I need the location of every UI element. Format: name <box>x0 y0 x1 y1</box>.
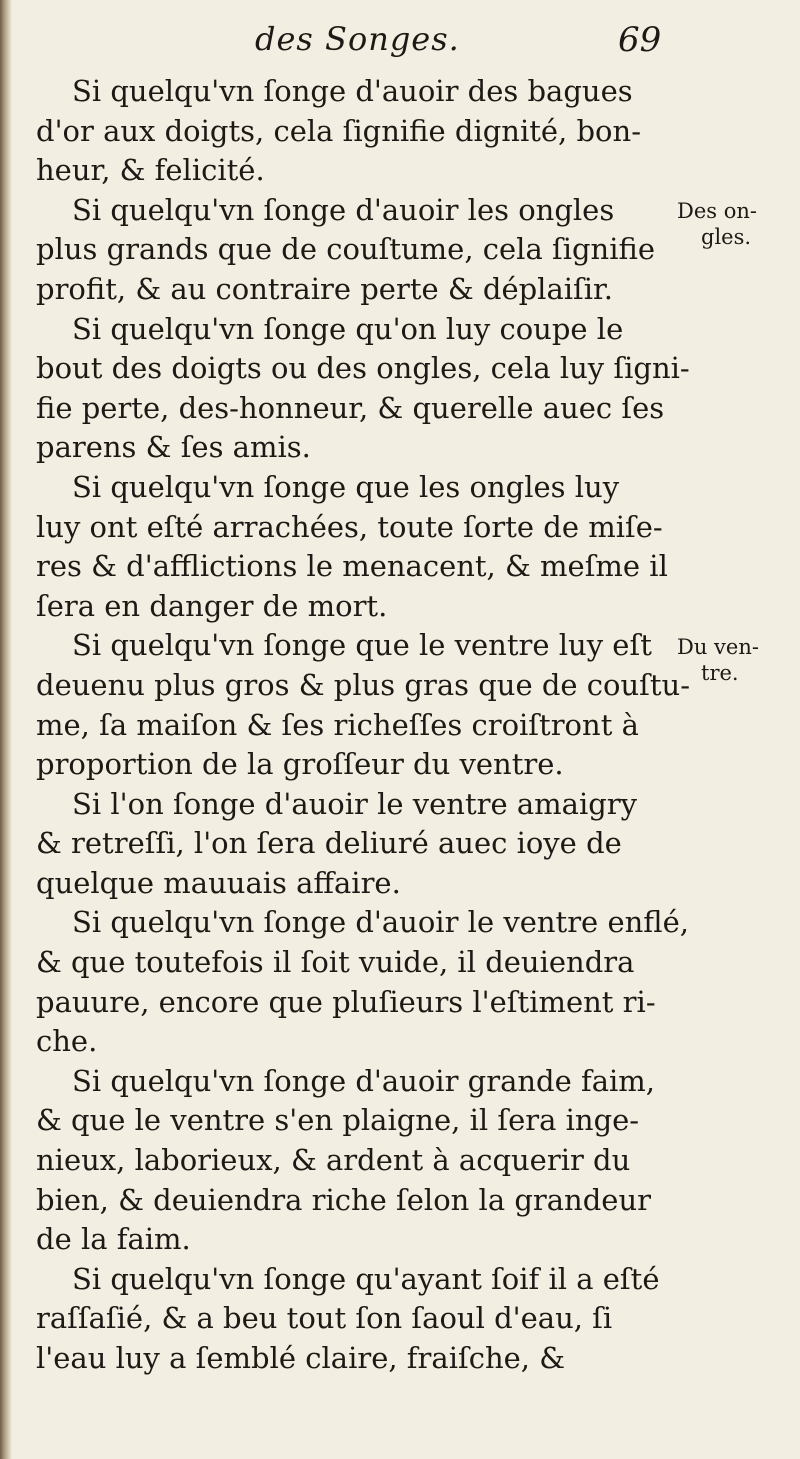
text-line: l'eau luy a ſemblé claire, fraiſche, & <box>36 1341 566 1375</box>
text-line: heur, & felicité. <box>36 153 265 188</box>
text-line: res & d'afflictions le menacent, & meſme il <box>36 549 668 584</box>
text-line: Si quelqu'vn ſonge qu'ayant ſoif il a eſté <box>72 1261 660 1296</box>
margin-note-ongles <box>677 198 799 250</box>
text-line: Si quelqu'vn ſonge d'auoir grande faim, <box>72 1063 656 1098</box>
text-line: Si quelqu'vn ſonge d'auoir les ongles <box>72 192 615 227</box>
text-line: Si quelqu'vn ſonge que le ventre luy eſt <box>72 628 652 663</box>
text-line: & que le ventre s'en plaigne, il ſera inge- <box>36 1103 640 1138</box>
text-line: d'or aux doigts, cela ſignifie dignité, bon- <box>36 113 641 148</box>
text-line: nieux, laborieux, & ardent à acquerir du <box>36 1143 631 1178</box>
text-line: & retreſſi, l'on ſera deliuré auec ioye de <box>36 826 622 861</box>
margin-note-ventre <box>677 634 799 686</box>
text-line: de la faim. <box>36 1222 191 1257</box>
text-line: profit, & au contraire perte & déplaiſir. <box>36 271 613 306</box>
text-line: Si quelqu'vn ſonge d'auoir le ventre enflé, <box>72 905 690 940</box>
page-gutter <box>0 0 12 1459</box>
text-line: plus grands que de couſtume, cela ſignifie <box>36 232 655 267</box>
margin-note-line: gles. <box>701 225 752 249</box>
text-line: raſſaſié, & a beu tout ſon ſaoul d'eau, ſi <box>36 1301 613 1336</box>
text-line: fie perte, des-honneur, & querelle auec ſes <box>36 390 665 425</box>
text-line: parens & ſes amis. <box>36 430 311 465</box>
text-line: bout des doigts ou des ongles, cela luy ſigni- <box>36 351 690 386</box>
text-line: & que toutefois il ſoit vuide, il deuiendra <box>36 945 635 980</box>
text-line: ſera en danger de mort. <box>36 588 388 623</box>
margin-note-line: Des on- <box>677 199 757 223</box>
page-header <box>0 16 800 72</box>
page-number: 69 <box>618 20 662 60</box>
body-text <box>36 72 691 1379</box>
text-line: Si l'on ſonge d'auoir le ventre amaigry <box>72 786 638 821</box>
text-line: che. <box>36 1024 98 1059</box>
text-line: proportion de la groſſeur du ventre. <box>36 747 564 782</box>
margin-note-line: tre. <box>701 661 739 685</box>
text-line: bien, & deuiendra riche ſelon la grandeur <box>36 1182 652 1217</box>
text-line: me, ſa maiſon & ſes richeſſes croiſtront à <box>36 707 639 742</box>
text-line: pauure, encore que pluſieurs l'eſtiment ri- <box>36 984 656 1019</box>
text-line: Si quelqu'vn ſonge que les ongles luy <box>72 469 620 504</box>
running-head: des Songes. <box>255 20 460 58</box>
text-line: quelque mauuais affaire. <box>36 865 401 900</box>
margin-note-line: Du ven- <box>677 635 759 659</box>
text-line: deuenu plus gros & plus gras que de couſtu- <box>36 667 691 702</box>
text-line: Si quelqu'vn ſonge qu'on luy coupe le <box>72 311 624 346</box>
text-line: Si quelqu'vn ſonge d'auoir des bagues <box>72 74 633 108</box>
text-line: luy ont eſté arrachées, toute ſorte de miſe- <box>36 509 663 544</box>
